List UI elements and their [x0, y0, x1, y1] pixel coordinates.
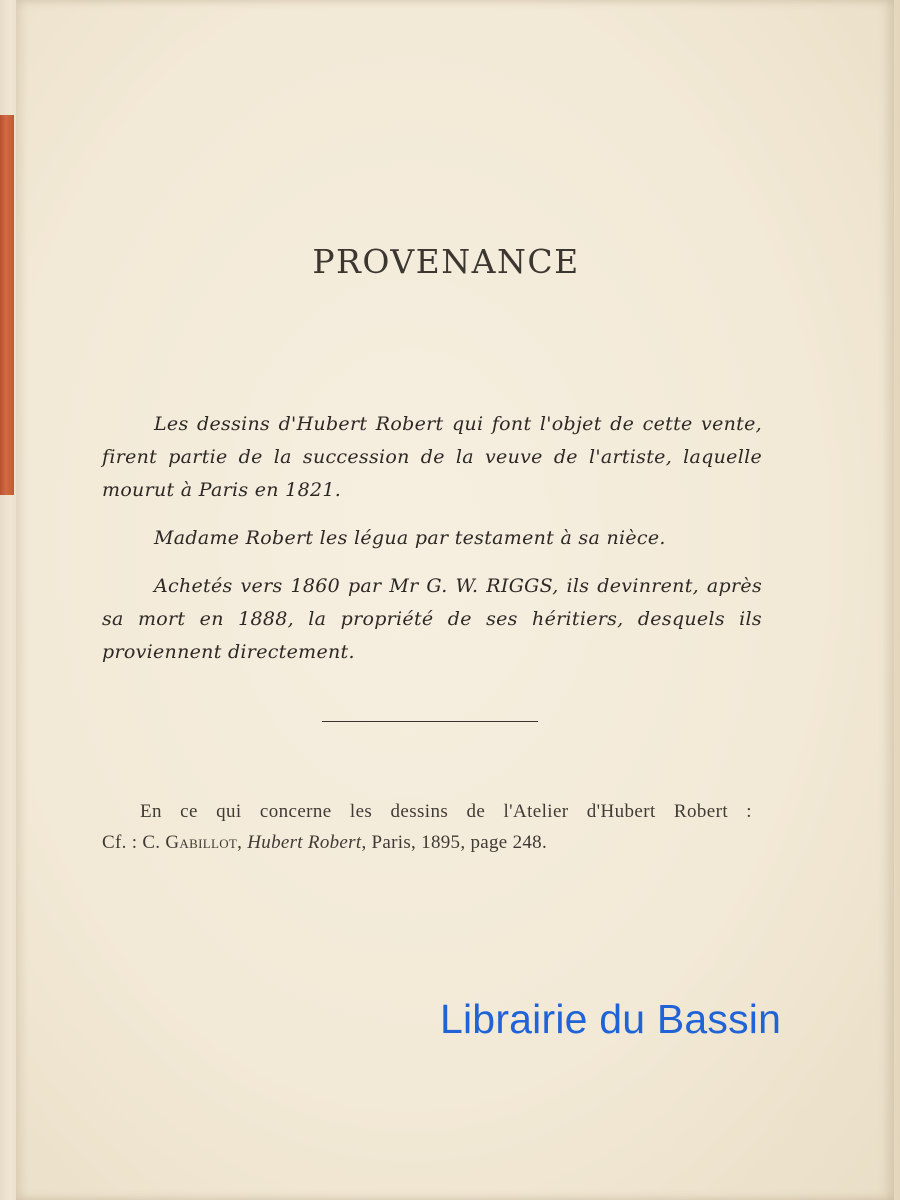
reference-note	[102, 796, 752, 858]
watermark-text: Librairie du Bassin	[440, 996, 782, 1042]
note-line-2	[102, 827, 752, 858]
note-line-1: En ce qui concerne les dessins de l'Atelier d'Hubert Robert :	[140, 801, 752, 822]
paragraph-provenance-3: Achetés vers 1860 par Mr G. W. RIGGS, ils devinrent, après sa mort en 1888, la propriété de ses héritiers, desquels ils proviennent directement.	[102, 575, 762, 663]
red-cover-edge	[0, 115, 14, 495]
paragraph-provenance-2: Madame Robert les légua par testament à sa nièce.	[154, 527, 666, 549]
note-prefix: Cf. : C.	[102, 832, 166, 853]
divider-rule	[322, 721, 538, 722]
paragraph-provenance-1: Les dessins d'Hubert Robert qui font l'objet de cette vente, firent partie de la succession de la veuve de l'artiste, laquelle mourut à Paris en 1821.	[102, 413, 762, 501]
note-separator: ,	[237, 832, 248, 853]
note-suffix: , Paris, 1895, page 248.	[361, 832, 548, 853]
note-author: Gabillot	[165, 832, 238, 853]
note-book-title: Hubert Robert	[247, 832, 362, 853]
page-title: PROVENANCE	[312, 242, 580, 281]
